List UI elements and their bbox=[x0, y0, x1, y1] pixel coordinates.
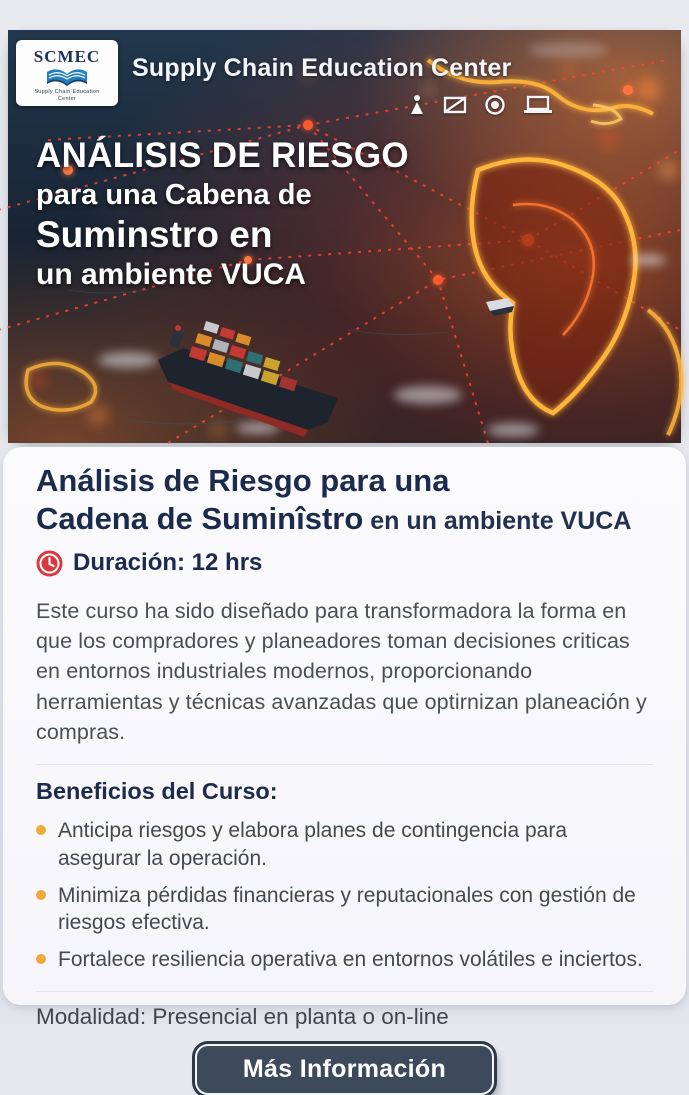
hero-headline bbox=[36, 136, 409, 292]
hero-title-line4: un ambiente VUCA bbox=[36, 258, 307, 291]
logo-subtext-line1: Supply Chain Education bbox=[34, 88, 100, 95]
benefit-item bbox=[36, 817, 653, 873]
divider-top bbox=[36, 764, 653, 765]
hero-title-line2: para una Cabena de bbox=[36, 179, 312, 211]
course-info-card bbox=[3, 447, 686, 1084]
course-title-line2-rest: en un ambiente VUCA bbox=[363, 507, 632, 536]
more-info-button[interactable]: Más Información bbox=[195, 1044, 494, 1095]
divider-bottom bbox=[36, 991, 653, 992]
scmec-logo bbox=[16, 40, 118, 106]
duration-row bbox=[36, 549, 653, 577]
course-title-line2-bold: Cadena de Suminîstro bbox=[36, 501, 364, 537]
hero-title-line1: ANÁLISIS DE RIESGO bbox=[36, 136, 409, 175]
logo-acronym: SCMEC bbox=[33, 46, 101, 66]
laptop-icon bbox=[523, 95, 553, 115]
course-description: Este curso ha sido diseñado para transformadora la forma en que los compradores y planeadores toman decisiones criticas en entornos industriales modernos, proporcionando herramientas y técnicas avanzadas que optirnizan planeación y compras. bbox=[36, 599, 647, 744]
hero-banner bbox=[8, 30, 681, 443]
hero-icon-row bbox=[408, 94, 553, 116]
brand-title: Supply Chain Education Center bbox=[132, 54, 512, 82]
bullet-icon bbox=[36, 954, 46, 964]
record-target-icon bbox=[484, 94, 506, 116]
clock-icon bbox=[36, 550, 63, 577]
logo-subtext-line2: Center bbox=[57, 95, 77, 102]
course-title bbox=[36, 462, 653, 538]
edit-flag-icon bbox=[443, 95, 467, 115]
bullet-icon bbox=[36, 890, 46, 900]
benefit-item bbox=[36, 882, 653, 938]
benefit-text: Minimiza pérdidas financieras y reputacionales con gestión de riesgos efectiva. bbox=[58, 883, 636, 935]
open-book-icon bbox=[45, 68, 89, 88]
cta-container bbox=[36, 1044, 653, 1095]
benefit-text: Fortalece resiliencia operativa en entornos volátiles e inciertos. bbox=[58, 948, 643, 972]
bullet-icon bbox=[36, 825, 46, 835]
benefits-heading: Beneficios del Curso: bbox=[36, 777, 278, 804]
modality-text: Modalidad: Presencial en planta o on-line bbox=[36, 1004, 449, 1030]
course-title-line1: Análisis de Riesgo para una bbox=[36, 463, 450, 498]
benefits-list bbox=[36, 817, 653, 975]
benefit-text: Anticipa riesgos y elabora planes de contingencia para asegurar la operación. bbox=[58, 818, 567, 870]
hero-title-line3: Suminstro en bbox=[36, 214, 273, 255]
duration-text: Duración: 12 hrs bbox=[73, 549, 263, 577]
person-marker-icon bbox=[408, 94, 426, 116]
course-title-line2 bbox=[36, 500, 653, 538]
benefit-item bbox=[36, 946, 653, 974]
